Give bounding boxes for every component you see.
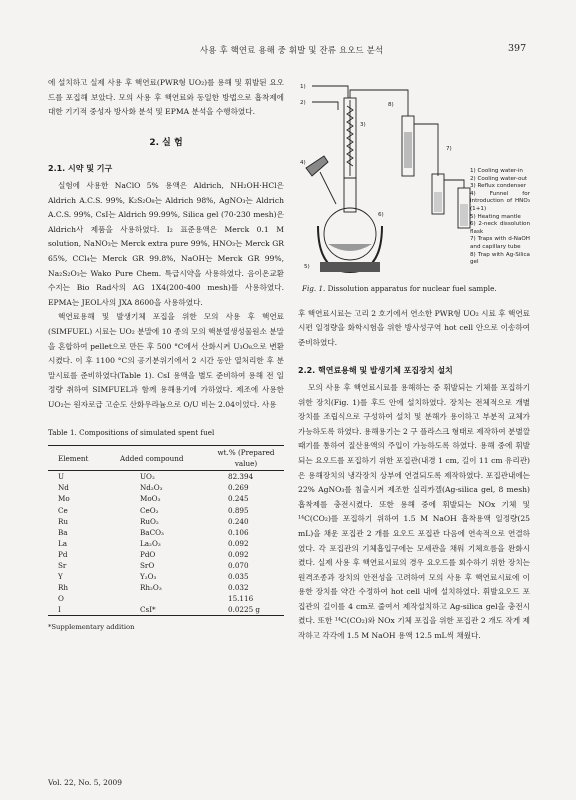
cell-compound: MoO₃ — [140, 494, 161, 504]
cell-compound: BaCO₃ — [140, 527, 164, 537]
table-row — [48, 560, 284, 571]
label-3: 3) — [360, 122, 366, 128]
label-6: 6) — [378, 212, 384, 218]
cell-wt: 0.070 — [228, 561, 249, 570]
table-row — [48, 471, 284, 483]
left-column — [48, 76, 284, 635]
table-row — [48, 593, 284, 604]
apparatus-figure — [298, 76, 530, 276]
table-caption: Table 1. Compositions of simulated spent fuel — [48, 428, 215, 438]
label-2: 2) — [300, 100, 306, 106]
cell-wt: 0.106 — [228, 527, 249, 537]
cell-compound: UO₂ — [140, 472, 155, 482]
section-title: 2. 실 험 — [149, 137, 183, 148]
table-row — [48, 538, 284, 549]
subsection-title-reagents: 2.1. 시약 및 기구 — [48, 164, 113, 174]
legend-item: 8) Trap with Ag-Silica gel — [470, 251, 530, 266]
legend-item: 5) Heating mantle — [470, 213, 521, 220]
table-row — [48, 527, 284, 538]
subsection-title-apparatus: 2.2. 핵연료용해 및 발생기체 포집장치 설치 — [298, 366, 453, 376]
dissolution-flask — [324, 208, 376, 260]
figure-legend — [470, 168, 530, 267]
gas-line — [350, 90, 408, 116]
legend-item: 7) Traps with d-NaOH and capillary tube — [470, 236, 530, 250]
table-row — [48, 604, 284, 616]
figure-caption-prefix: Fig. 1. — [302, 284, 326, 293]
header-wt: wt.% (Prepared value) — [208, 446, 284, 471]
cell-element: Sr — [58, 561, 67, 570]
cell-element: I — [48, 604, 118, 616]
funnel — [306, 156, 328, 176]
legend-item: 2) Cooling water-out — [470, 175, 528, 182]
cell-compound: PdO — [140, 549, 156, 559]
legend-item: 6) 2-neck dissolution flask — [470, 221, 530, 235]
legend-item: 1) Cooling water-in — [470, 168, 523, 174]
cell-wt: 0.0225 g — [208, 604, 284, 616]
table-header-row — [48, 446, 284, 471]
cell-element: Rh — [58, 583, 69, 593]
cooling-water-in-line — [312, 86, 348, 98]
table-row — [48, 493, 284, 504]
reagents-paragraph: 실험에 사용한 NaClO 5% 용액은 Aldrich, NH₂OH·HCl은 Aldrich A.C.S. 99%, K₂S₂O₈는 Aldrich 98%, AgNO₃는 Aldrich A.C.S. 99%, CsI는 Aldrich 99.99%, Silica gel (70-230 mesh)은 Aldrich사 제품을 사용하였다. I₂ 표준용액은 Merck 0.1 M solution, NaNO₃는 Merck extra pure 99%, HNO₃는 Merck GR 65%, CCl₄는 Merck GR 99.8%, NaOH는 Merck GR 99%, Na₂S₂O₃는 Wako Pure Chem. 특급시약을 사용하였다. 음이온교환수지는 Bio Rad사의 AG 1X4(200-400 mesh)를 사용하였다. EPMA는 JEOL사의 JXA 8600을 사용하였다. — [48, 180, 284, 307]
cell-compound: RuO₂ — [140, 516, 159, 526]
cell-wt: 0.092 — [228, 538, 249, 548]
cooling-water-out-line — [312, 102, 338, 110]
table-footnote: *Supplementary addition — [48, 623, 135, 632]
cell-element: O — [58, 594, 64, 604]
intro-paragraph: 에 설치하고 실제 사용 후 핵연료(PWR형 UO₂)를 용해 및 휘발된 요오드를 포집해 보았다. 모의 사용 후 핵연료와 동일한 방법으로 흡착제에 대한 기기적 중성자 방사화 분석 및 EPMA 분석을 수행하였다. — [48, 78, 284, 117]
table-row — [48, 505, 284, 516]
cell-element: Ba — [58, 527, 68, 537]
cell-compound: Y₂O₃ — [140, 572, 157, 582]
legend-item: 3) Reflux condenser — [470, 183, 526, 190]
cell-wt: 0.092 — [228, 549, 249, 559]
label-4: 4) — [300, 160, 306, 166]
label-8: 8) — [388, 102, 394, 108]
cell-wt: 0.245 — [228, 494, 249, 504]
right-column — [298, 76, 530, 644]
cell-element: Ru — [58, 516, 69, 526]
label-1: 1) — [300, 84, 306, 90]
cell-wt: 0.269 — [228, 483, 249, 493]
cell-wt: 82.394 — [228, 472, 254, 482]
cell-compound: Rh₂O₃ — [140, 583, 162, 593]
running-title: 사용 후 핵연료 용해 중 휘발 및 잔류 요오드 분석 — [200, 45, 384, 55]
cell-compound: CsI* — [118, 604, 208, 616]
composition-table — [48, 445, 284, 616]
legend-item: 4) Funnel for introduction of HNO₃ (1+1) — [470, 190, 530, 212]
cell-wt: 0.035 — [228, 572, 249, 582]
table-row — [48, 571, 284, 582]
cell-wt: 0.032 — [228, 583, 249, 593]
header-element: Element — [48, 446, 118, 471]
spent-fuel-paragraph: 후 핵연료시료는 고리 2 호기에서 연소한 PWR형 UO₂ 시료 후 핵연료 시편 일정량을 화학시험을 위한 방사성구역 hot cell 안으로 이송하여 준비하였다. — [298, 308, 530, 347]
cell-compound — [118, 593, 208, 604]
table-row — [48, 582, 284, 593]
simfuel-paragraph: 핵연료용해 및 발생기체 포집을 위한 모의 사용 후 핵연료(SIMFUEL) 시료는 UO₂ 분말에 10 종의 모의 핵분열생성물원소 분말을 혼합하여 pellet으로 만든 후 500 °C에서 산화시켜 U₃O₈으로 변환시켰다. 이 후 1100 °C의 공기분위기에서 2 시간 동안 열처리한 후 분말시료를 준비하였다(Table 1). CsI 용액을 별도 준비하여 용해 전 일정량 취하여 SIMFUEL과 함께 용해용기에 가하였다. 제조에 사용한 UO₂는 원자로급 고순도 산화우라늄으로 O/U 비는 2.04이었다. 사용 — [48, 312, 284, 409]
header-compound: Added compound — [118, 446, 208, 471]
cell-element: La — [58, 538, 68, 548]
cell-element: Nd — [58, 483, 69, 493]
table-row — [48, 516, 284, 527]
journal-footer: Vol. 22, No. 5, 2009 — [48, 778, 122, 787]
cell-compound: Nd₂O₃ — [140, 483, 163, 493]
page-number: 397 — [508, 43, 527, 54]
figure-caption-text: Dissolution apparatus for nuclear fuel sample. — [325, 284, 497, 293]
label-5: 5) — [304, 264, 310, 270]
cell-element: Pd — [58, 549, 68, 559]
cell-element: Y — [58, 572, 63, 582]
cell-wt: 0.895 — [228, 505, 249, 515]
cell-compound: SrO — [140, 561, 155, 570]
table-row — [48, 482, 284, 493]
apparatus-paragraph: 모의 사용 후 핵연료시료를 용해하는 중 휘발되는 기체를 포집하기 위한 장치(Fig. 1)를 후드 안에 설치하였다. 장치는 전체적으로 개별 장치를 조립식으로 구성하여 설치 및 분해가 용이하고 부분적 교체가 가능하도록 하였다. 용해용기는 2 구 플라스크 형태로 제작하여 분별깔때기를 통하여 질산용액의 주입이 가능하도록 하였다. 용해 중에 휘발되는 요오드를 포집하기 위한 포집관(내경 1 cm, 길이 11 cm 유리관)은 용해장치의 냉각장치 상부에 연결되도록 제작하였다. 포집관내에는 22% AgNO₃를 침출시켜 제조한 실리카겔(Ag-silica gel, 8 mesh) 흡착제를 충전시켰다. 또한 용해 중에 휘발되는 NOx 기체 및 ¹⁴C(CO₂)를 포집하기 위하여 1.5 M NaOH 흡착용액 일정량(25 mL)을 채운 포집관 2 개를 요오드 포집관 다음에 연속적으로 연결하였다. 각 포집관의 기체흡입구에는 모세관을 채워 기체흐름을 완화시켰다. 실제 사용 후 핵연료시료의 경우 요오드를 회수하기 위한 장치는 원격조종과 장치의 안전성을 고려하여 모의 사용 후 핵연료시료에 이용한 장치를 약간 수정하여 hot cell 내에 설치하였다. 휘발요오드 포집관의 길이를 4 cm로 줄여서 제작설치하고 Ag-silica gel을 충전시켰다. 또한 ¹⁴C(CO₂)와 NOx 기체 포집을 위한 포집관 2 개도 작게 제작하고 각각에 1.5 M NaOH 용액 12.5 mL씩 채웠다. — [298, 382, 530, 641]
cell-compound: CeO₂ — [140, 505, 159, 515]
cell-element: Mo — [58, 494, 70, 504]
figure-caption — [302, 282, 530, 297]
table-row — [48, 549, 284, 560]
cell-element: Ce — [58, 505, 68, 515]
cell-wt: 0.240 — [228, 516, 249, 526]
cell-wt: 15.116 — [228, 594, 254, 604]
cell-compound: La₂O₃ — [140, 538, 161, 548]
cell-element: U — [58, 472, 65, 482]
label-7: 7) — [446, 146, 452, 152]
